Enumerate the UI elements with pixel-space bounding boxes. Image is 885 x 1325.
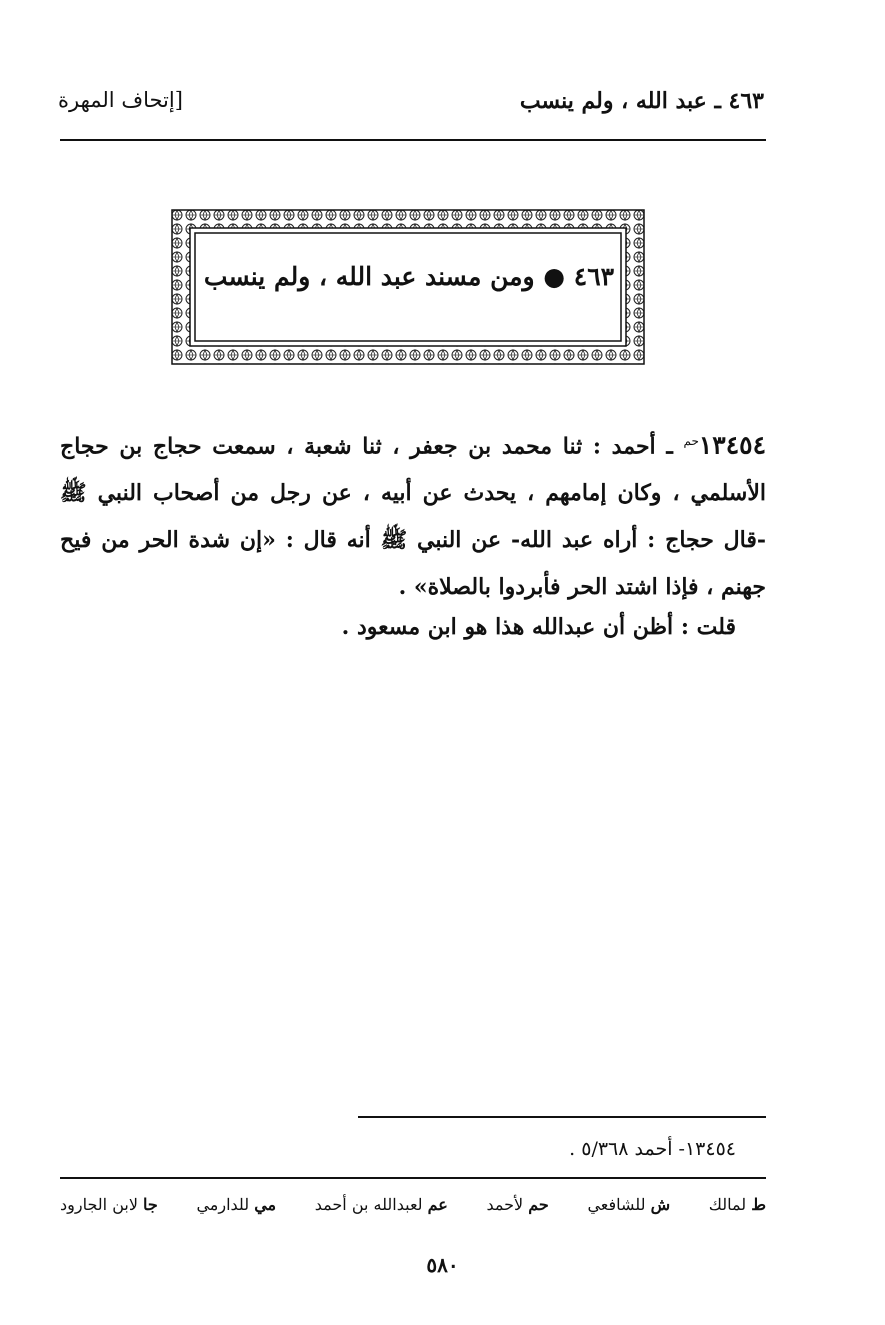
legend-item: ش للشافعي <box>587 1195 671 1214</box>
footnote-divider <box>358 1116 766 1118</box>
legend-item: عم لعبدالله بن أحمد <box>314 1195 448 1214</box>
editor-note: قلت : أظن أن عبدالله هذا هو ابن مسعود . <box>341 614 736 640</box>
legend-item: مي للدارمي <box>196 1195 277 1214</box>
source-mark: حم <box>683 434 699 448</box>
legend-item: ط لمالك <box>708 1195 766 1214</box>
page-number: ٥٨٠ <box>426 1253 459 1277</box>
running-header-chapter: ٤٦٣ ـ عبد الله ، ولم ينسب <box>519 88 764 114</box>
hadith-number: ١٣٤٥٤ <box>698 430 766 460</box>
abbreviation-legend <box>60 1195 766 1214</box>
hadith-text: ـ أحمد : ثنا محمد بن جعفر ، ثنا شعبة ، سمعت حجاج بن حجاج الأسلمي ، وكان إمامهم ، يحدث عن أبيه ، عن رجل من أصحاب النبي ﷺ -قال حجاج : أراه عبد الله- عن النبي ﷺ أنه قال : «إن شدة الحر من فيح جهنم ، فإذا اشتد الحر فأبردوا بالصلاة» . <box>60 433 766 601</box>
chapter-title: ٤٦٣ ● ومن مسند عبد الله ، ولم ينسب <box>203 262 615 291</box>
legend-item: حم لأحمد <box>486 1195 549 1214</box>
legend-divider <box>60 1177 766 1179</box>
footnote: ١٣٤٥٤- أحمد ٥/٣٦٨ . <box>569 1138 736 1160</box>
legend-item: جا لابن الجارود <box>60 1195 158 1214</box>
header-divider <box>60 139 766 141</box>
running-header-book: [إتحاف المهرة <box>58 88 183 112</box>
hadith-paragraph <box>60 418 766 611</box>
